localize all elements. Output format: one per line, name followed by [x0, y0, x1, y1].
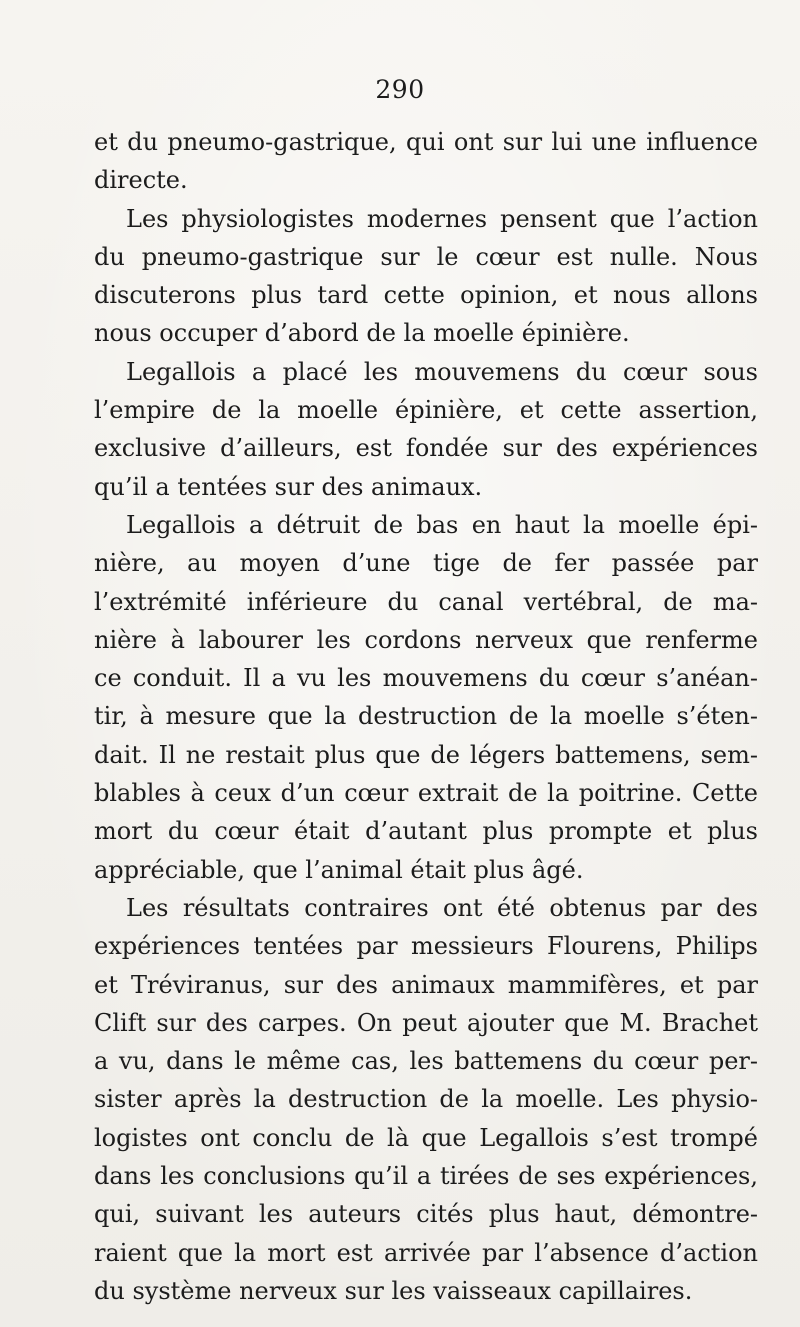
- text-line: dait. Il ne restait plus que de légers battemens, sem-: [94, 740, 758, 769]
- text-line: Les physiologistes modernes pensent que l’action: [126, 204, 758, 233]
- text-line: Legallois a détruit de bas en haut la moelle épi-: [126, 510, 758, 539]
- text-line: Legallois a placé les mouvemens du cœur sous: [126, 357, 758, 386]
- text-line: qu’il a tentées sur des animaux.: [94, 472, 483, 501]
- text-line: appréciable, que l’animal était plus âgé.: [94, 855, 584, 884]
- text-line: expériences tentées par messieurs Flourens, Philips: [94, 932, 758, 961]
- text-line: qui, suivant les auteurs cités plus haut, démontre-: [94, 1200, 758, 1229]
- text-line: Clift sur des carpes. On peut ajouter que M. Brachet: [94, 1008, 758, 1037]
- text-line: nière, au moyen d’une tige de fer passée par: [94, 549, 758, 578]
- text-line: a vu, dans le même cas, les battemens du cœur per-: [94, 1047, 758, 1076]
- text-line: logistes ont conclu de là que Legallois s’est trompé: [94, 1123, 758, 1152]
- text-line: mort du cœur était d’autant plus prompte et plus: [94, 817, 758, 846]
- text-line: l’extrémité inférieure du canal vertébral, de ma-: [94, 587, 758, 616]
- body-text: [94, 123, 758, 1310]
- text-line: l’empire de la moelle épinière, et cette assertion,: [94, 396, 758, 425]
- text-line: blables à ceux d’un cœur extrait de la poitrine. Cette: [94, 779, 758, 808]
- text-line: et du pneumo-gastrique, qui ont sur lui une influence: [94, 128, 758, 156]
- text-line: exclusive d’ailleurs, est fondée sur des expériences: [94, 434, 758, 463]
- text-line: nière à labourer les cordons nerveux que renferme: [94, 625, 758, 654]
- text-line: nous occuper d’abord de la moelle épinière.: [94, 319, 630, 348]
- text-line: directe.: [94, 166, 188, 195]
- text-line: discuterons plus tard cette opinion, et nous allons: [94, 281, 758, 310]
- text-line: Les résultats contraires ont été obtenus par des: [126, 893, 758, 922]
- text-line: et Tréviranus, sur des animaux mammifères, et par: [94, 970, 758, 999]
- text-line: sister après la destruction de la moelle. Les physio-: [94, 1085, 758, 1114]
- text-line: raient que la mort est arrivée par l’absence d’action: [94, 1238, 758, 1267]
- text-line: tir, à mesure que la destruction de la moelle s’éten-: [94, 702, 758, 731]
- text-line: du système nerveux sur les vaisseaux capillaires.: [94, 1276, 693, 1305]
- page-number: 290: [375, 75, 425, 104]
- text-line: ce conduit. Il a vu les mouvemens du cœur s’anéan-: [94, 664, 758, 693]
- text-line: du pneumo-gastrique sur le cœur est nulle. Nous: [94, 242, 758, 271]
- text-line: dans les conclusions qu’il a tirées de ses expériences,: [94, 1162, 758, 1191]
